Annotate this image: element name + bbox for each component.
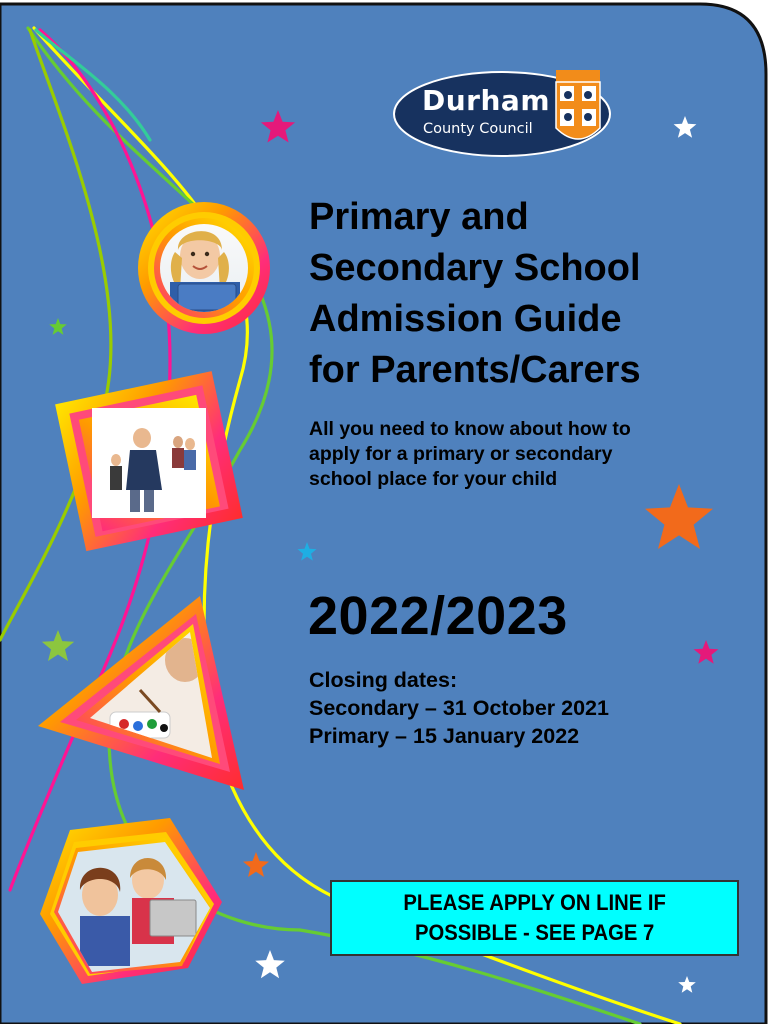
- apply-online-text: [403, 888, 665, 948]
- title-line: Primary and: [309, 196, 529, 238]
- title-line: for Parents/Carers: [309, 349, 641, 391]
- closing-dates: [309, 666, 729, 750]
- subtitle: [309, 417, 729, 492]
- subtitle-line: apply for a primary or secondary: [309, 443, 613, 465]
- page-title: [309, 192, 749, 396]
- apply-online-notice: [330, 880, 739, 956]
- child-photo-circle: [138, 202, 270, 334]
- subtitle-line: All you need to know about how to: [309, 418, 631, 440]
- durham-county-council-logo: [395, 68, 615, 160]
- secondary-closing-date: Secondary – 31 October 2021: [309, 696, 609, 720]
- notice-line: POSSIBLE - SEE PAGE 7: [414, 920, 655, 945]
- title-line: Admission Guide: [309, 298, 622, 340]
- title-line: Secondary School: [309, 247, 641, 289]
- logo-subname: County Council: [423, 121, 533, 137]
- closing-dates-heading: Closing dates:: [309, 668, 458, 692]
- notice-line: PLEASE APPLY ON LINE IF: [403, 890, 666, 915]
- subtitle-line: school place for your child: [309, 468, 558, 490]
- academic-year: 2022/2023: [308, 586, 568, 646]
- primary-closing-date: Primary – 15 January 2022: [309, 724, 580, 748]
- logo-name: Durham: [422, 84, 550, 117]
